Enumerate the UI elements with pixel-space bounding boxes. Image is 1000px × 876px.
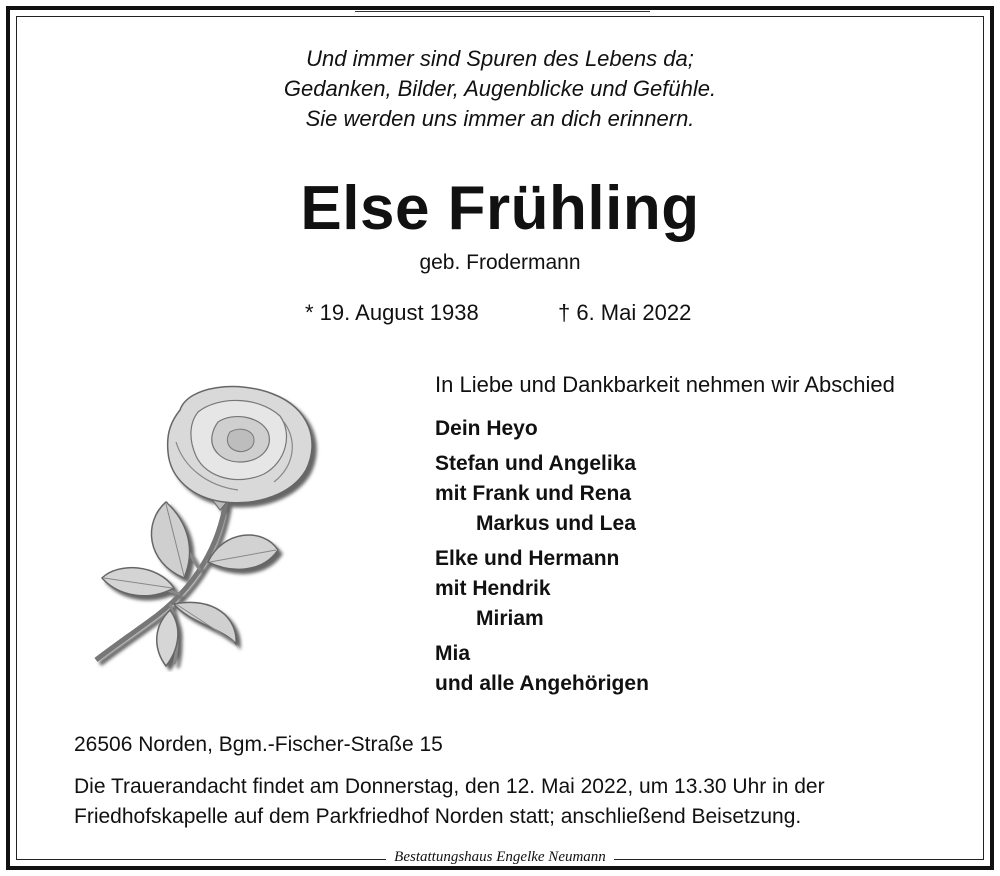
family-member: Miriam <box>476 607 544 630</box>
family-member: Elke und Hermann <box>435 547 620 570</box>
service-line: Die Trauerandacht findet am Donnerstag, den 12. Mai 2022, um 13.30 Uhr in der <box>74 775 825 798</box>
family-group <box>435 414 649 444</box>
family-member: Stefan und Angelika <box>435 452 637 475</box>
death-date: † 6. Mai 2022 <box>558 300 692 325</box>
family-group <box>435 639 649 699</box>
footer-rule <box>355 11 650 12</box>
birth-name: geb. Frodermann <box>419 251 581 274</box>
poem-line: Sie werden uns immer an dich erinnern. <box>305 106 695 131</box>
farewell-text: In Liebe und Dankbarkeit nehmen wir Abschied <box>435 372 895 397</box>
service-info <box>74 772 954 832</box>
family-member: Mia <box>435 642 471 665</box>
family-group <box>435 544 649 634</box>
family-member: mit Hendrik <box>435 577 551 600</box>
service-line: Friedhofskapelle auf dem Parkfriedhof Norden statt; anschließend Beisetzung. <box>74 805 802 828</box>
birth-date: * 19. August 1938 <box>305 300 479 325</box>
family-member: Dein Heyo <box>435 417 538 440</box>
address: 26506 Norden, Bgm.-Fischer-Straße 15 <box>74 733 443 756</box>
footer <box>0 846 1000 868</box>
deceased-name: Else Frühling <box>300 174 700 243</box>
family-list <box>435 414 649 704</box>
family-member: Markus und Lea <box>476 512 636 535</box>
family-group <box>435 449 649 539</box>
poem-line: Und immer sind Spuren des Lebens da; <box>306 46 694 71</box>
family-member: mit Frank und Rena <box>435 482 632 505</box>
poem <box>0 44 1000 134</box>
funeral-home: Bestattungshaus Engelke Neumann <box>386 849 614 866</box>
family-member: und alle Angehörigen <box>435 672 649 695</box>
poem-line: Gedanken, Bilder, Augenblicke und Gefühle. <box>283 76 717 101</box>
rose-icon <box>88 382 328 672</box>
